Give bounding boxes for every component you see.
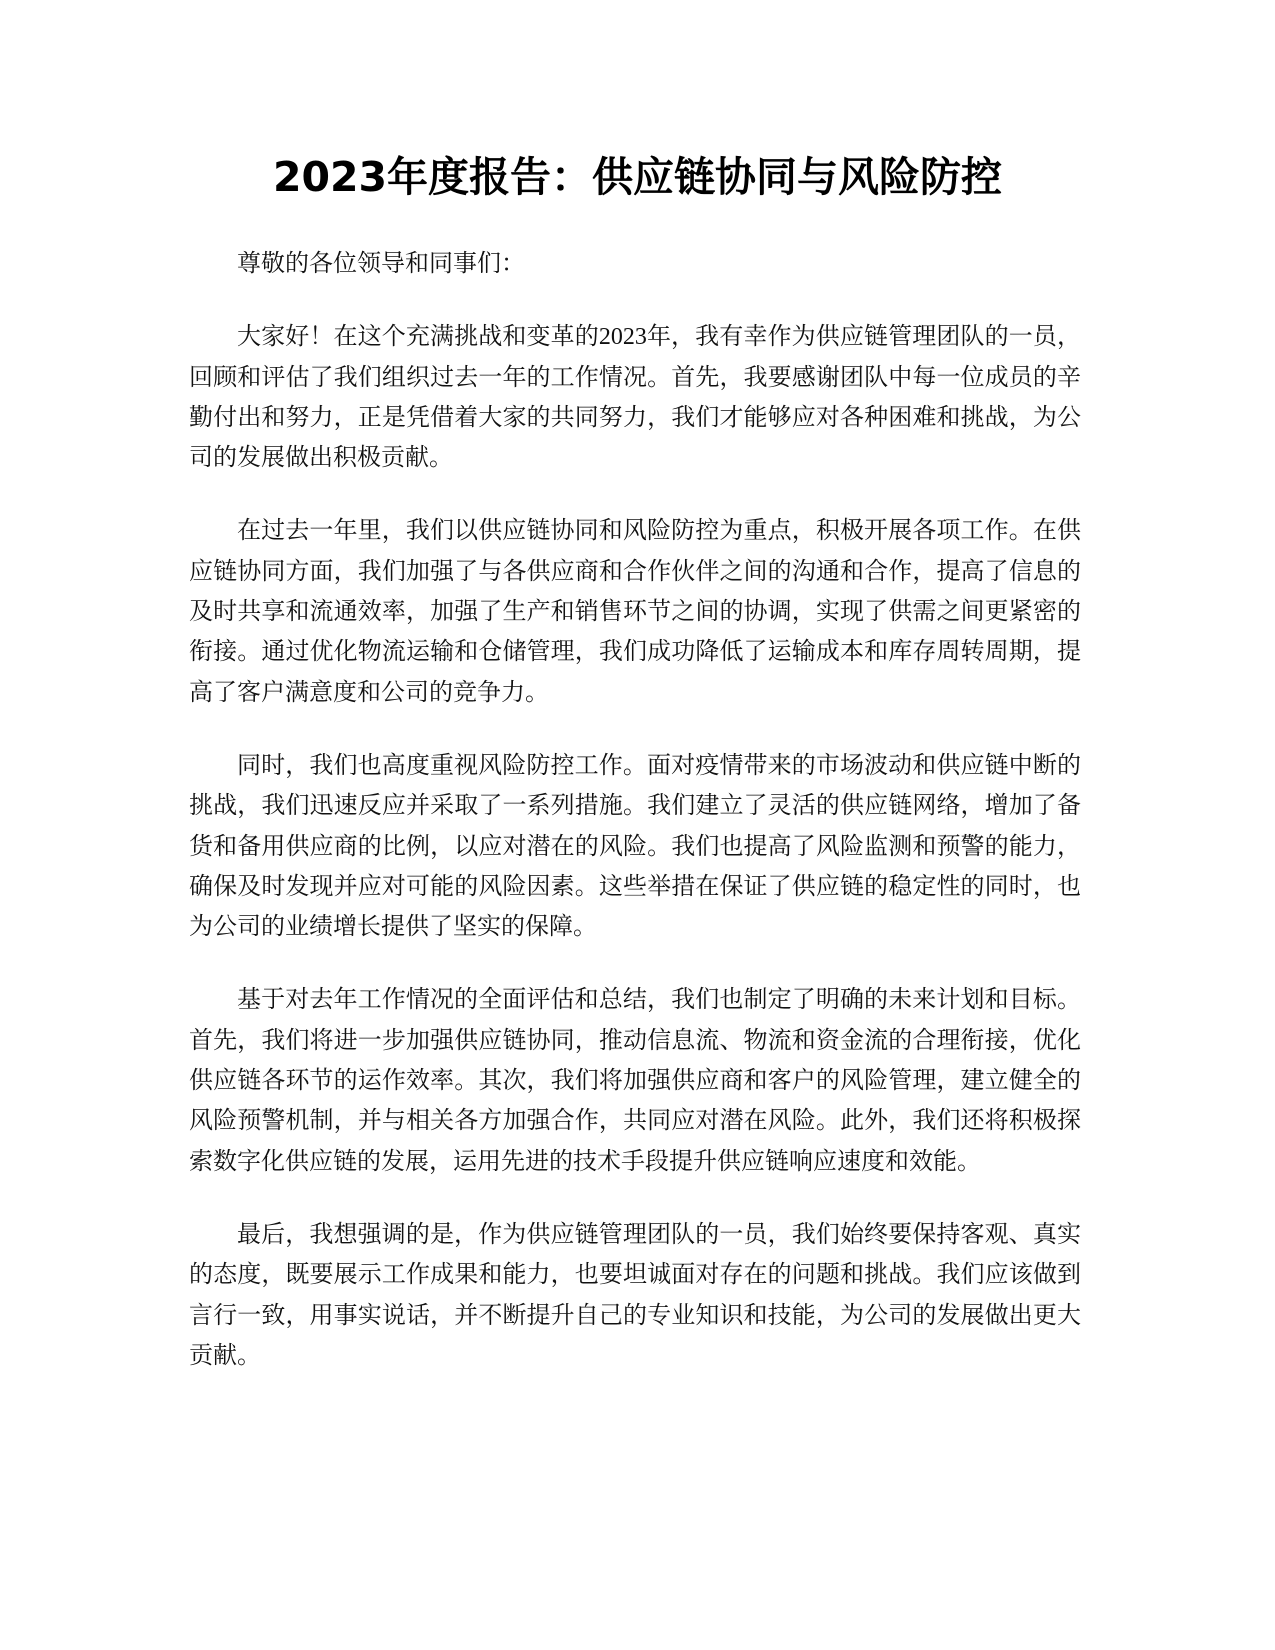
document-body [189,244,1081,1409]
document-title: 2023年度报告：供应链协同与风险防控 [272,153,1003,201]
paragraph-greeting: 大家好！在这个充满挑战和变革的2023年，我有幸作为供应链管理团队的一员，回顾和评估了我们组织过去一年的工作情况。首先，我要感谢团队中每一位成员的辛勤付出和努力，正是凭借着大家的共同努力，我们才能够应对各种困难和挑战，为公司的发展做出积极贡献。 [189,324,1081,472]
paragraph-risk-control: 同时，我们也高度重视风险防控工作。面对疫情带来的市场波动和供应链中断的挑战，我们迅速反应并采取了一系列措施。我们建立了灵活的供应链网络，增加了备货和备用供应商的比例，以应对潜在的风险。我们也提高了风险监测和预警的能力，确保及时发现并应对可能的风险因素。这些举措在保证了供应链的稳定性的同时，也为公司的业绩增长提供了坚实的保障。 [189,752,1081,941]
paragraph-collaboration: 在过去一年里，我们以供应链协同和风险防控为重点，积极开展各项工作。在供应链协同方面，我们加强了与各供应商和合作伙伴之间的沟通和合作，提高了信息的及时共享和流通效率，加强了生产和销售环节之间的协调，实现了供需之间更紧密的衔接。通过优化物流运输和仓储管理，我们成功降低了运输成本和库存周转周期，提高了客户满意度和公司的竞争力。 [189,518,1081,706]
salutation: 尊敬的各位领导和同事们： [237,251,525,277]
paragraph-future-plan: 基于对去年工作情况的全面评估和总结，我们也制定了明确的未来计划和目标。首先，我们将进一步加强供应链协同，推动信息流、物流和资金流的合理衔接，优化供应链各环节的运作效率。其次，我们将加强供应商和客户的风险管理，建立健全的风险预警机制，并与相关各方加强合作，共同应对潜在风险。此外，我们还将积极探索数字化供应链的发展，运用先进的技术手段提升供应链响应速度和效能。 [189,987,1081,1175]
paragraph-conclusion: 最后，我想强调的是，作为供应链管理团队的一员，我们始终要保持客观、真实的态度，既要展示工作成果和能力，也要坦诚面对存在的问题和挑战。我们应该做到言行一致，用事实说话，并不断提升自己的专业知识和技能，为公司的发展做出更大贡献。 [189,1221,1081,1369]
